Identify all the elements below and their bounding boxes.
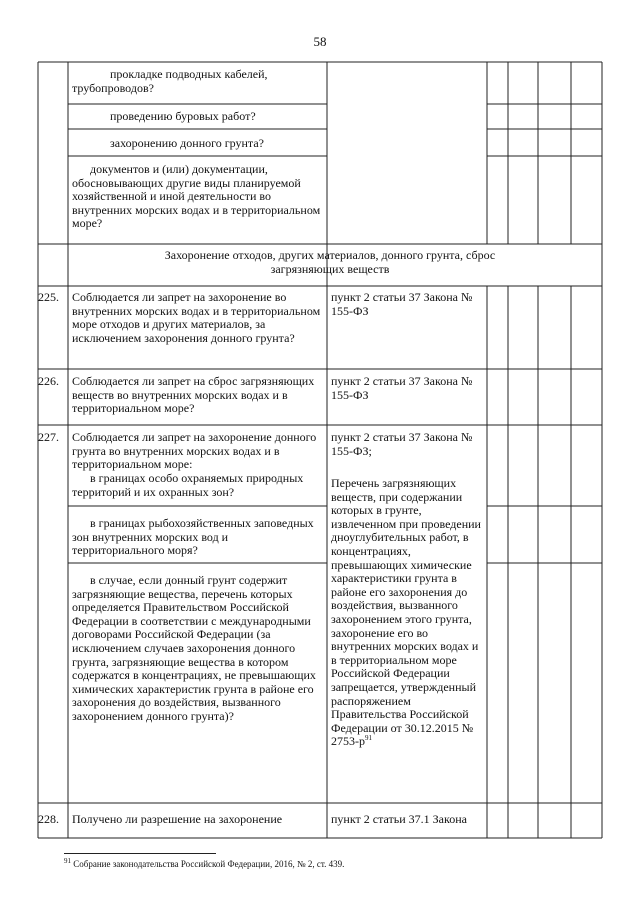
item-number: 228. bbox=[38, 812, 59, 826]
footnote-mark: 91 bbox=[64, 857, 71, 865]
item-reference: пункт 2 статьи 37 Закона № 155-ФЗ bbox=[331, 374, 473, 402]
footnote bbox=[64, 859, 344, 870]
footnote-reference: 91 bbox=[365, 734, 372, 743]
row-cable-text: прокладке подводных кабелей, трубопроводов? bbox=[72, 67, 268, 95]
item-question-intro: Соблюдается ли запрет на захоронение донного грунта во внутренних морских водах и в территориальном море: bbox=[72, 430, 317, 472]
reference-list-text: Перечень загрязняющих веществ, при содержании которых в грунте, извлеченном при проведении дноуглубительных работ, в концентрациях, превышающих химические характеристики грунта в районе его захоронения до воздействия, вызванного захоронением этого грунта, захоронение его во внутренних морских водах и в территориальном море Российской Федерации запрещается, утвержденный распоряжением Правительства Российской Федерации от 30.12.2015 № 2753-р bbox=[331, 476, 481, 749]
item-number: 227. bbox=[38, 430, 59, 444]
row-documents-text: документов и (или) документации, обосновывающих другие виды планируемой хозяйственной и иной деятельности во внутренних морских водах и в территориальном море? bbox=[72, 162, 321, 231]
item-question-a: в границах особо охраняемых природных территорий и их охранных зон? bbox=[72, 471, 304, 499]
item-question: Соблюдается ли запрет на сброс загрязняющих веществ во внутренних морских водах и в территориальном море? bbox=[72, 374, 315, 416]
item-number: 226. bbox=[38, 374, 59, 388]
footnote-rule bbox=[64, 853, 216, 854]
item-question-c: в случае, если донный грунт содержит загрязняющие вещества, перечень которых определяется Правительством Российской Федерации в соответствии с международными договорами Российской Федерации (за исключением случаев захоронения донного грунта, загрязняющие вещества в котором содержатся в концентрациях, не превышающих химических характеристик грунта в районе его захоронения до воздействия, вызванного захоронением донного грунта)? bbox=[72, 573, 316, 723]
row-burial-text: захоронению донного грунта? bbox=[110, 136, 264, 150]
item-number: 225. bbox=[38, 290, 59, 304]
page-number: 58 bbox=[313, 34, 327, 49]
item-reference-list bbox=[331, 477, 483, 749]
item-question: Соблюдается ли запрет на захоронение во внутренних морских водах и в территориальном море отходов и других материалов, за исключением захоронения донного грунта? bbox=[72, 290, 321, 345]
section-header: Захоронение отходов, других материалов, донного грунта, сброс загрязняющих веществ bbox=[164, 248, 496, 276]
footnote-text: Собрание законодательства Российской Федерации, 2016, № 2, ст. 439. bbox=[73, 859, 345, 869]
item-question: Получено ли разрешение на захоронение bbox=[72, 812, 283, 826]
item-reference: пункт 2 статьи 37 Закона № 155-ФЗ bbox=[331, 290, 473, 318]
item-reference-law: пункт 2 статьи 37 Закона № 155-ФЗ; bbox=[331, 430, 473, 458]
item-question-b: в границах рыбохозяйственных заповедных зон внутренних морских вод и территориального моря? bbox=[72, 516, 314, 558]
row-drilling-text: проведению буровых работ? bbox=[110, 109, 256, 123]
item-reference: пункт 2 статьи 37.1 Закона bbox=[331, 812, 467, 826]
